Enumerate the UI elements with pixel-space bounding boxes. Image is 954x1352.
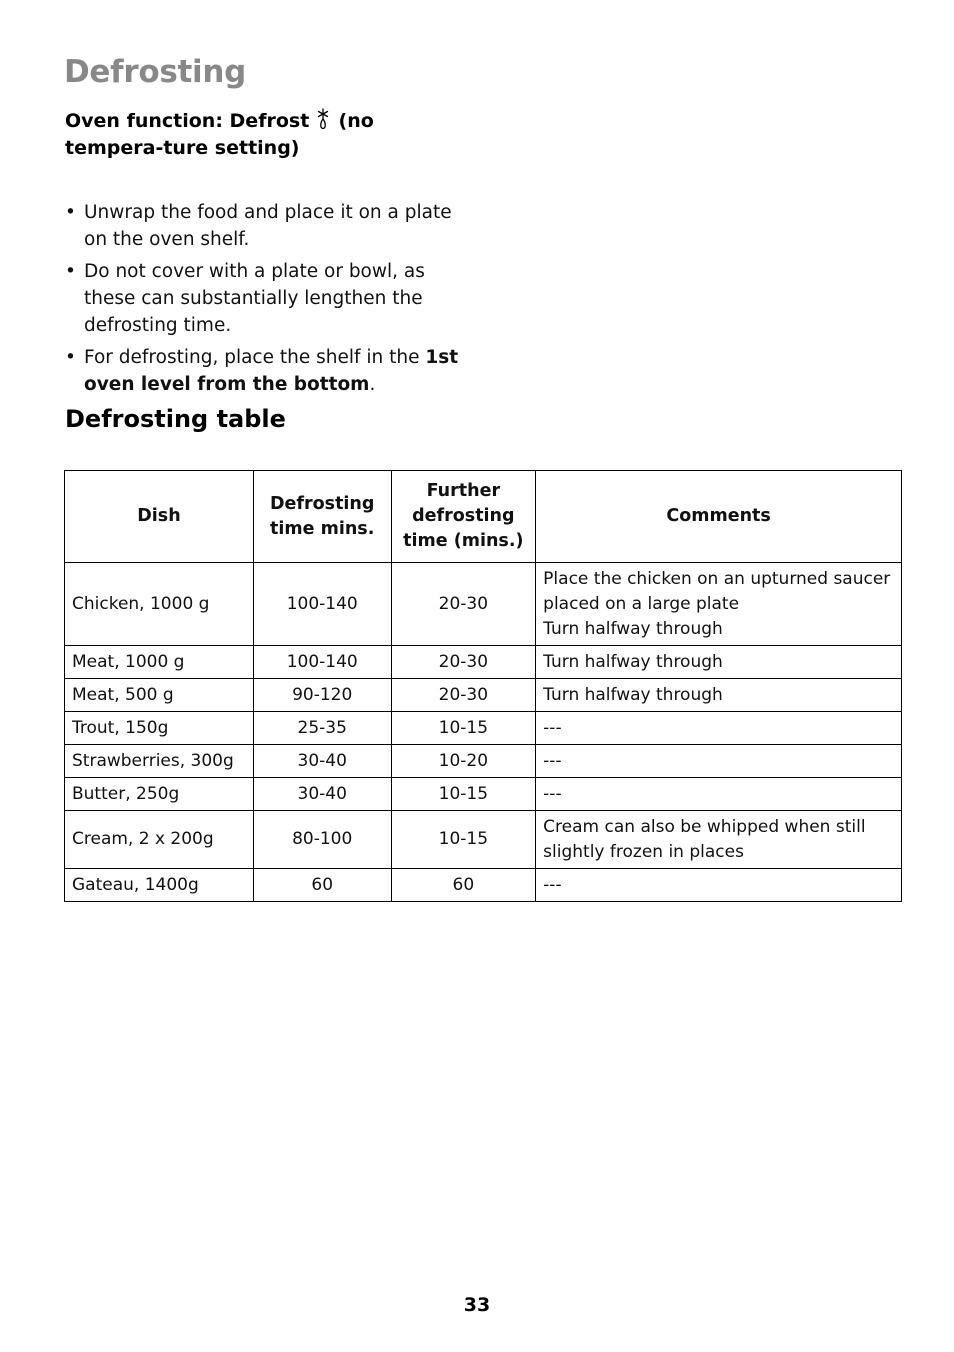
header-dish: Dish: [65, 471, 254, 563]
cell-comments: Turn halfway through: [536, 646, 902, 679]
instruction-text-post: .: [369, 374, 376, 395]
instruction-item: [65, 258, 475, 339]
bullet-icon: •: [65, 202, 76, 223]
cell-comments: ---: [536, 869, 902, 902]
page-title: Defrosting: [64, 54, 246, 90]
table-row: [65, 869, 902, 902]
table-row: [65, 646, 902, 679]
header-comments: Comments: [536, 471, 902, 563]
table-row: [65, 679, 902, 712]
cell-further-time: 10-15: [391, 778, 536, 811]
table-row: [65, 712, 902, 745]
cell-dish: Strawberries, 300g: [65, 745, 254, 778]
oven-function-prefix: Oven function: Defrost: [65, 110, 310, 132]
instruction-list: [65, 199, 475, 403]
cell-comments: [536, 563, 902, 646]
table-title: Defrosting table: [65, 405, 286, 433]
instruction-item: [65, 199, 475, 253]
bullet-icon: •: [65, 347, 76, 368]
cell-further-time: 10-15: [391, 712, 536, 745]
cell-comments: ---: [536, 745, 902, 778]
instruction-text: Do not cover with a plate or bowl, as these can substantially lengthen the defrosting time.: [84, 261, 425, 336]
cell-dish: Gateau, 1400g: [65, 869, 254, 902]
instruction-text: Unwrap the food and place it on a plate on the oven shelf.: [84, 202, 452, 250]
cell-dish: Meat, 500 g: [65, 679, 254, 712]
table-row: [65, 563, 902, 646]
cell-further-time: 60: [391, 869, 536, 902]
page-number: 33: [463, 1294, 491, 1316]
cell-further-time: 20-30: [391, 563, 536, 646]
table-header-row: [65, 471, 902, 563]
cell-dish: Meat, 1000 g: [65, 646, 254, 679]
cell-defrosting-time: 100-140: [253, 563, 391, 646]
cell-comments: Turn halfway through: [536, 679, 902, 712]
header-defrosting-time: Defrosting time mins.: [253, 471, 391, 563]
comment-line: Turn halfway through: [543, 618, 723, 639]
cell-dish: Chicken, 1000 g: [65, 563, 254, 646]
oven-function-suffix: (no tempera-ture setting): [65, 110, 374, 159]
cell-comments: ---: [536, 778, 902, 811]
oven-function-line: [65, 108, 475, 162]
cell-further-time: 20-30: [391, 679, 536, 712]
defrosting-table: [64, 470, 902, 902]
cell-dish: Butter, 250g: [65, 778, 254, 811]
cell-defrosting-time: 90-120: [253, 679, 391, 712]
defrost-icon: [316, 108, 330, 130]
cell-dish: Trout, 150g: [65, 712, 254, 745]
instruction-text-bold: 1st oven level from the bottom: [84, 347, 459, 395]
cell-further-time: 20-30: [391, 646, 536, 679]
header-further-time: Further defrosting time (mins.): [391, 471, 536, 563]
cell-defrosting-time: 25-35: [253, 712, 391, 745]
table-row: [65, 811, 902, 869]
comment-line: Place the chicken on an upturned saucer placed on a large plate: [543, 568, 891, 614]
cell-further-time: 10-15: [391, 811, 536, 869]
instruction-text-pre: For defrosting, place the shelf in the: [84, 347, 426, 368]
cell-defrosting-time: 60: [253, 869, 391, 902]
cell-defrosting-time: 30-40: [253, 745, 391, 778]
cell-comments: Cream can also be whipped when still slightly frozen in places: [536, 811, 902, 869]
table-row: [65, 778, 902, 811]
instruction-item: [65, 344, 475, 398]
bullet-icon: •: [65, 261, 76, 282]
cell-further-time: 10-20: [391, 745, 536, 778]
cell-defrosting-time: 30-40: [253, 778, 391, 811]
cell-defrosting-time: 80-100: [253, 811, 391, 869]
cell-defrosting-time: 100-140: [253, 646, 391, 679]
table-row: [65, 745, 902, 778]
cell-comments: ---: [536, 712, 902, 745]
cell-dish: Cream, 2 x 200g: [65, 811, 254, 869]
